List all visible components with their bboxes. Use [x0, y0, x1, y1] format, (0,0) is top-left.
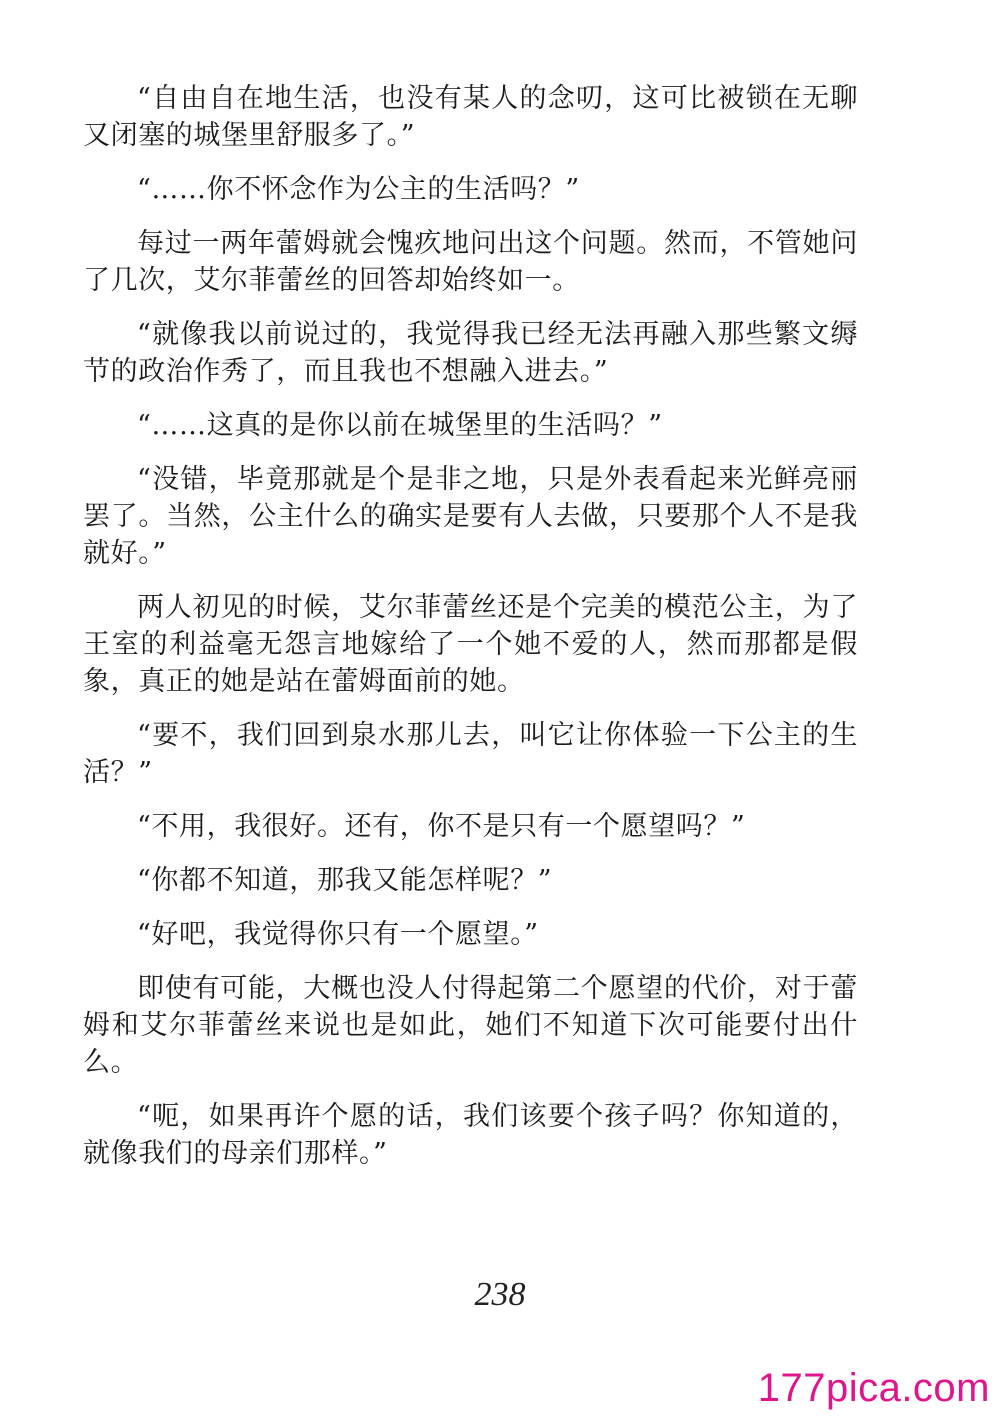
paragraph-13: “呃，如果再许个愿的话，我们该要个孩子吗？你知道的，就像我们的母亲们那样。” — [83, 1101, 858, 1169]
paragraph-2: “……你不怀念作为公主的生活吗？” — [137, 174, 580, 205]
paragraph-9: “不用，我很好。还有，你不是只有一个愿望吗？” — [137, 811, 746, 842]
paragraph-5: “……这真的是你以前在城堡里的生活吗？” — [137, 410, 663, 441]
paragraph-8: “要不，我们回到泉水那儿去，叫它让你体验一下公主的生活？” — [83, 720, 858, 788]
paragraph-4: “就像我以前说过的，我觉得我已经无法再融入那些繁文缛节的政治作秀了，而且我也不想融入进去。” — [83, 319, 858, 387]
page-number: 238 — [474, 1276, 526, 1313]
paragraph-3: 每过一两年蕾姆就会愧疚地问出这个问题。然而，不管她问了几次，艾尔菲蕾丝的回答却始终如一。 — [83, 228, 858, 296]
paragraph-7: 两人初见的时候，艾尔菲蕾丝还是个完美的模范公主，为了王室的利益毫无怨言地嫁给了一个她不爱的人，然而那都是假象，真正的她是站在蕾姆面前的她。 — [83, 592, 858, 697]
watermark: 177pica.com — [757, 1366, 990, 1410]
paragraph-11: “好吧，我觉得你只有一个愿望。” — [137, 919, 539, 950]
paragraph-10: “你都不知道，那我又能怎样呢？” — [137, 865, 553, 896]
paragraph-12: 即使有可能，大概也没人付得起第二个愿望的代价，对于蕾姆和艾尔菲蕾丝来说也是如此，她们不知道下次可能要付出什么。 — [83, 973, 858, 1078]
text-body — [83, 80, 858, 1189]
paragraph-6: “没错，毕竟那就是个是非之地，只是外表看起来光鲜亮丽罢了。当然，公主什么的确实是要有人去做，只要那个人不是我就好。” — [83, 464, 858, 569]
paragraph-1: “自由自在地生活，也没有某人的念叨，这可比被锁在无聊又闭塞的城堡里舒服多了。” — [83, 83, 858, 151]
